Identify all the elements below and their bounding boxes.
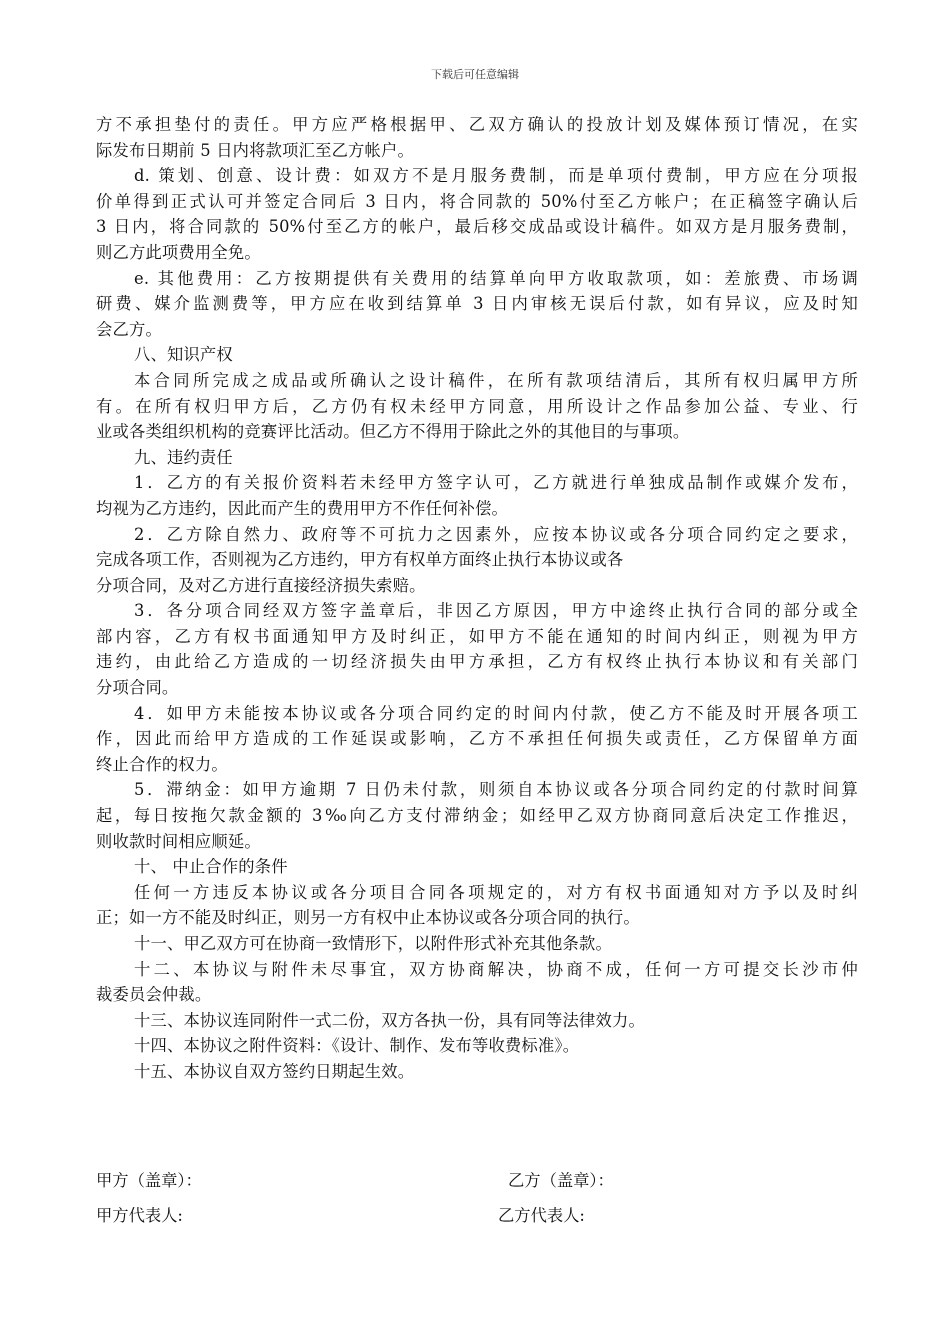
paragraph-line: 3．各分项合同经双方签字盖章后，非因乙方原因，甲方中途终止执行合同的部分或全 bbox=[134, 601, 858, 621]
paragraph-line: 分项合同，及对乙方进行直接经济损失索赔。 bbox=[96, 575, 426, 595]
paragraph-line: 5．滞纳金：如甲方逾期 7 日仍未付款，则须自本协议或各分项合同约定的付款时间算 bbox=[134, 780, 858, 800]
paragraph-line: 部内容，乙方有权书面通知甲方及时纠正，如甲方不能在通知的时间内纠正，则视为甲方 bbox=[96, 626, 858, 646]
paragraph-line: 有。在所有权归甲方后，乙方仍有权未经甲方同意，用所设计之作品参加公益、专业、行 bbox=[96, 396, 858, 416]
paragraph-line: e. 其他费用：乙方按期提供有关费用的结算单向甲方收取款项，如：差旅费、市场调 bbox=[134, 268, 858, 288]
page-header-note: 下载后可任意编辑 bbox=[431, 68, 519, 81]
paragraph-line: 违约，由此给乙方造成的一切经济损失由甲方承担，乙方有权终止执行本协议和有关部门 bbox=[96, 652, 858, 672]
paragraph-line: 3 日内，将合同款的 50%付至乙方的帐户，最后移交成品或设计稿件。如双方是月服务费制， bbox=[96, 217, 858, 237]
paragraph-line: 九、违约责任 bbox=[134, 447, 233, 467]
paragraph-line: 十二、本协议与附件未尽事宜，双方协商解决，协商不成，任何一方可提交长沙市仲 bbox=[134, 959, 858, 979]
party-a-representative-label: 甲方代表人: bbox=[96, 1206, 183, 1225]
paragraph-line: 均视为乙方违约，因此而产生的费用甲方不作任何补偿。 bbox=[96, 498, 509, 518]
seal-row bbox=[96, 1167, 856, 1195]
paragraph-line: 价单得到正式认可并签定合同后 3 日内，将合同款的 50%付至乙方帐户；在正稿签字确认后 bbox=[96, 191, 858, 211]
paragraph-line: 则乙方此项费用全免。 bbox=[96, 242, 261, 262]
party-b-representative-label: 乙方代表人: bbox=[498, 1206, 585, 1225]
paragraph-line: 2．乙方除自然力、政府等不可抗力之因素外，应按本协议或各分项合同约定之要求， bbox=[134, 524, 858, 544]
paragraph-line: 十四、本协议之附件资料：《设计、制作、发布等收费标准》。 bbox=[134, 1036, 580, 1056]
paragraph-line: 终止合作的权力。 bbox=[96, 754, 228, 774]
paragraph-line: 十一、甲乙双方可在协商一致情形下，以附件形式补充其他条款。 bbox=[134, 934, 612, 953]
paragraph-line: 分项合同。 bbox=[96, 678, 179, 698]
paragraph-line: 业或各类组织机构的竞赛评比活动。但乙方不得用于除此之外的其他目的与事项。 bbox=[96, 422, 690, 442]
paragraph-line: 际发布日期前 5 日内将款项汇至乙方帐户。 bbox=[96, 140, 414, 160]
paragraph-line: 正；如一方不能及时纠正，则另一方有权中止本协议或各分项合同的执行。 bbox=[96, 908, 640, 928]
paragraph-line: 十、 中止合作的条件 bbox=[134, 857, 288, 877]
representative-row bbox=[96, 1202, 856, 1230]
paragraph-line: 十三、本协议连同附件一式二份，双方各执一份，具有同等法律效力。 bbox=[134, 1010, 645, 1030]
party-b-seal-label: 乙方（盖章）： bbox=[508, 1171, 614, 1190]
contract-body bbox=[96, 112, 858, 1085]
paragraph-line: 本合同所完成之成品或所确认之设计稿件，在所有款项结清后，其所有权归属甲方所 bbox=[134, 370, 858, 390]
paragraph-line: 八、知识产权 bbox=[134, 345, 233, 365]
paragraph-line: d. 策划、创意、设计费：如双方不是月服务费制，而是单项付费制，甲方应在分项报 bbox=[134, 166, 858, 186]
paragraph-line: 研费、媒介监测费等，甲方应在收到结算单 3 日内审核无误后付款，如有异议，应及时知 bbox=[96, 294, 858, 314]
paragraph-line: 会乙方。 bbox=[96, 319, 162, 339]
paragraph-line: 起，每日按拖欠款金额的 3‰向乙方支付滞纳金；如经甲乙双方协商同意后决定工作推迟， bbox=[96, 806, 858, 826]
paragraph-line: 1．乙方的有关报价资料若未经甲方签字认可，乙方就进行单独成品制作或媒介发布， bbox=[134, 473, 858, 493]
paragraph-line: 则收款时间相应顺延。 bbox=[96, 831, 261, 851]
paragraph-line: 任何一方违反本协议或各分项目合同各项规定的，对方有权书面通知对方予以及时纠 bbox=[134, 882, 858, 902]
paragraph-line: 十五、本协议自双方签约日期起生效。 bbox=[134, 1061, 415, 1081]
party-a-seal-label: 甲方（盖章）： bbox=[96, 1171, 202, 1190]
paragraph-line: 裁委员会仲裁。 bbox=[96, 985, 212, 1005]
paragraph-line: 完成各项工作，否则视为乙方违约，甲方有权单方面终止执行本协议或各 bbox=[96, 550, 624, 570]
paragraph-line: 4．如甲方未能按本协议或各分项合同约定的时间内付款，使乙方不能及时开展各项工 bbox=[134, 703, 858, 723]
paragraph-line: 方不承担垫付的责任。甲方应严格根据甲、乙双方确认的投放计划及媒体预订情况，在实 bbox=[96, 115, 858, 134]
paragraph-line: 作，因此而给甲方造成的工作延误或影响，乙方不承担任何损失或责任，乙方保留单方面 bbox=[96, 729, 858, 749]
